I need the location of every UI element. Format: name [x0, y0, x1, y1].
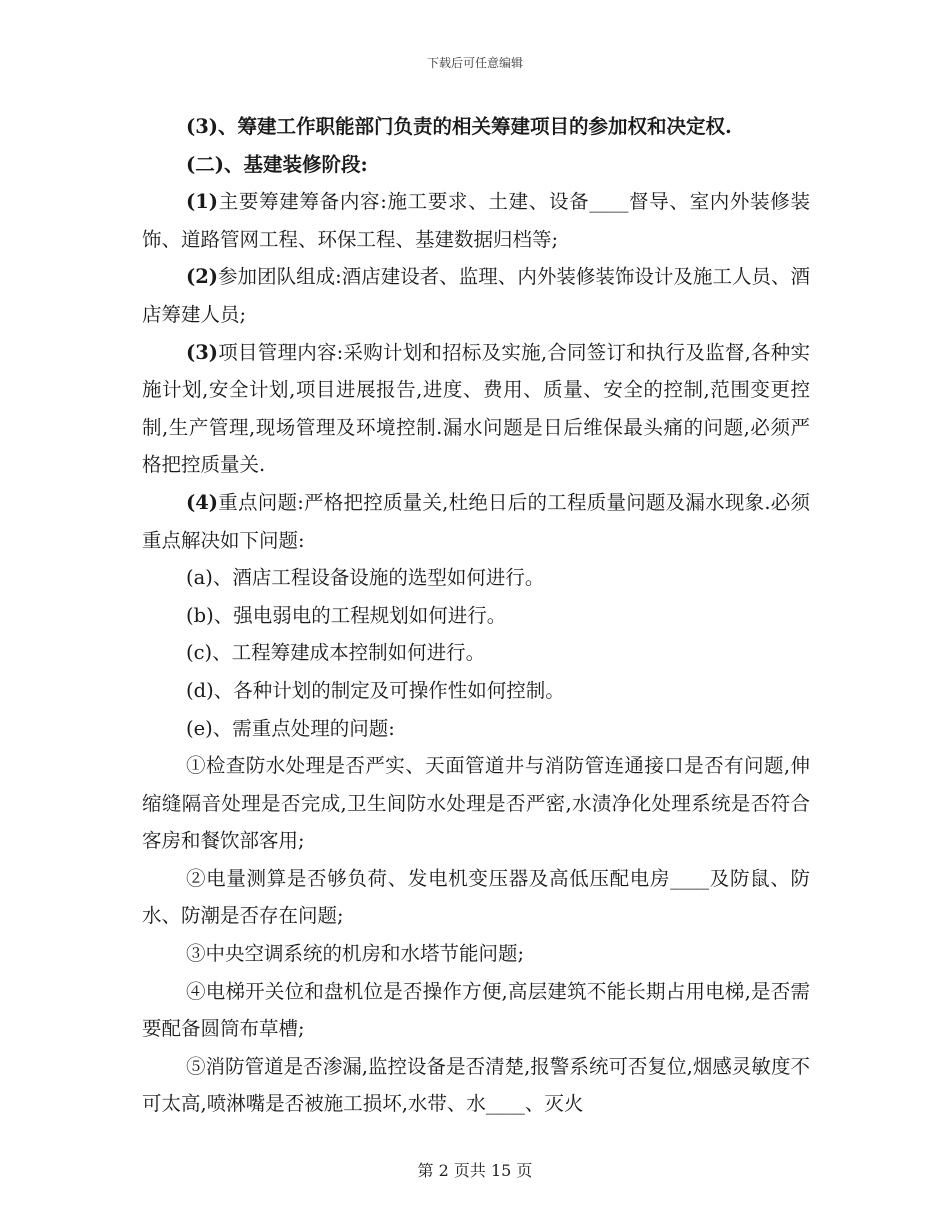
- paragraph-2-team: [142, 258, 810, 333]
- sub-item-4-elevator: ④电梯开关位和盘机位是否操作方便,高层建筑不能长期占用电梯,是否需要配备圆筒布草槽;: [142, 979, 810, 1041]
- sub-item-2-electric: ②电量测算是否够负荷、发电机变压器及高低压配电房____及防鼠、防水、防潮是否存在问题;: [142, 866, 810, 928]
- paragraph-number: (2): [186, 265, 219, 289]
- paragraph-text: 项目管理内容:采购计划和招标及实施,合同签订和执行及监督,各种实施计划,安全计划,项目进展报告,进度、费用、质量、安全的控制,范围变更控制,生产管理,现场管理及环境控制.漏水问题是日后维保最头痛的问题,必须严格把控质量关.: [142, 340, 810, 477]
- paragraph-3-management: [142, 334, 810, 484]
- list-item-b: (b)、强电弱电的工程规划如何进行。: [186, 603, 507, 627]
- list-item-d: (d)、各种计划的制定及可操作性如何控制。: [186, 678, 565, 702]
- page-header: 下载后可任意编辑: [426, 56, 523, 70]
- paragraph-number: (3): [186, 340, 219, 364]
- document-body: [142, 108, 810, 1123]
- sub-item-1-waterproof: ①检查防水处理是否严实、天面管道井与消防管连通接口是否有问题,伸缩缝隔音处理是否完成,卫生间防水处理是否严密,水渍净化处理系统是否符合客房和餐饮部客用;: [142, 754, 810, 853]
- list-item-e: (e)、需重点处理的问题:: [186, 716, 395, 740]
- paragraph-number: (4): [186, 490, 219, 514]
- list-item-a: (a)、酒店工程设备设施的选型如何进行。: [186, 566, 545, 590]
- page-footer: 第 2 页共 15 页: [417, 1161, 533, 1180]
- paragraph-text: 重点问题:严格把控质量关,杜绝日后的工程质量问题及漏水现象.必须重点解决如下问题:: [142, 490, 810, 552]
- paragraph-4-key-issues: [142, 484, 810, 559]
- paragraph-text: 主要筹建筹备内容:施工要求、土建、设备____督导、室内外装修装饰、道路管网工程、环保工程、基建数据归档等;: [142, 190, 810, 251]
- paragraph-text: 参加团队组成:酒店建设者、监理、内外装修装饰设计及施工人员、酒店筹建人员;: [142, 265, 810, 326]
- paragraph-3-responsibility: (3)、筹建工作职能部门负责的相关筹建项目的参加权和决定权.: [186, 115, 732, 138]
- sub-item-5-fire: ⑤消防管道是否渗漏,监控设备是否清楚,报警系统可否复位,烟感灵敏度不可太高,喷淋嘴是否被施工损坏,水带、水____、灭火: [142, 1054, 810, 1116]
- sub-item-3-hvac: ③中央空调系统的机房和水塔节能问题;: [186, 942, 525, 966]
- list-item-c: (c)、工程筹建成本控制如何进行。: [186, 641, 486, 665]
- paragraph-number: (1): [186, 190, 219, 214]
- paragraph-1-main-content: [142, 183, 810, 258]
- section-heading-construction: (二)、基建装修阶段:: [186, 152, 368, 176]
